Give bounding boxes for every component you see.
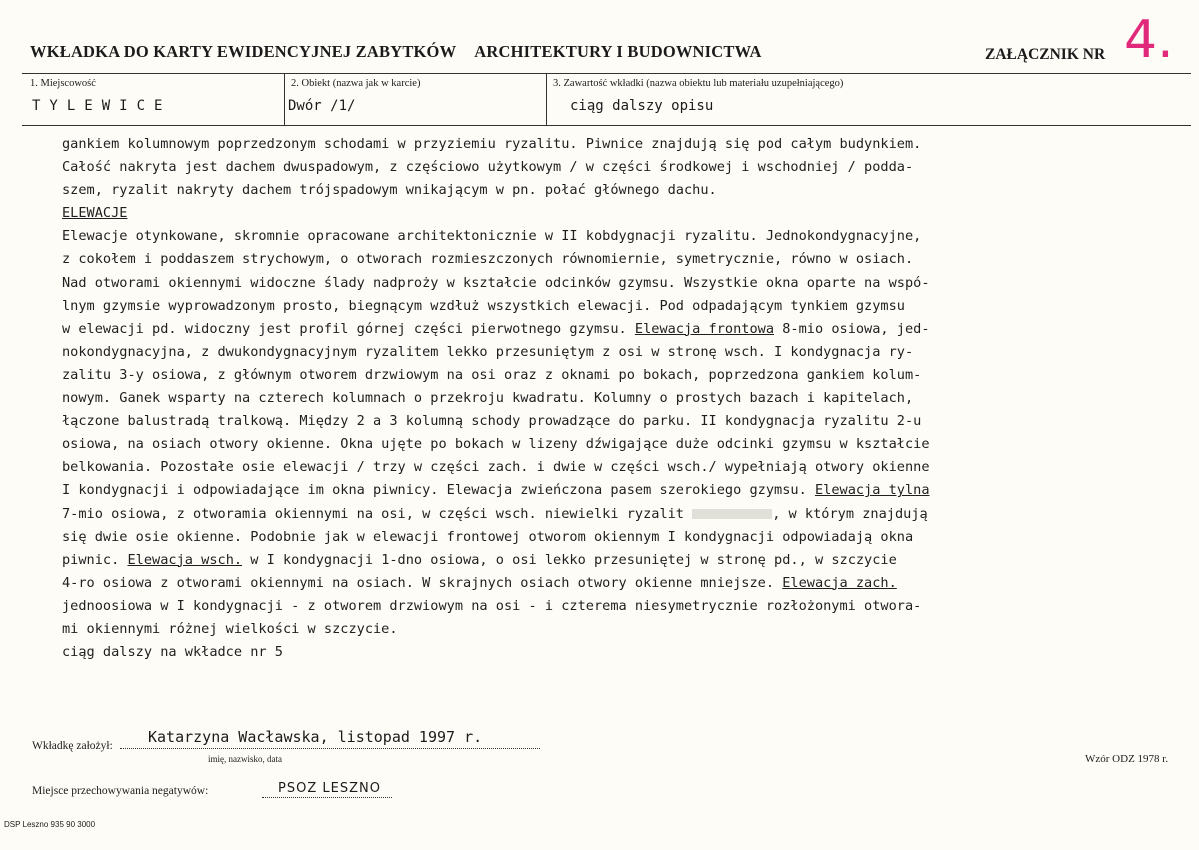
body-line: szem, ryzalit nakryty dachem trójspadowym wnikającym w pn. połać głównego dachu. bbox=[62, 182, 717, 199]
body-line: z cokołem i poddaszem strychowym, o otworach rozmieszczonych równomiernie, symetrycznie, równo w osiach. bbox=[62, 251, 914, 268]
author-sublabel: imię, nazwisko, data bbox=[208, 754, 282, 764]
body-line: piwnic. Elewacja wsch. w I kondygnacji 1-dno osiowa, o osi lekko przesuniętej w stronę pd., w szczycie bbox=[62, 551, 897, 568]
body-line: Całość nakryta jest dachem dwuspadowym, z częściowo użytkowym / w części środkowej i wschodniej / podda- bbox=[62, 159, 914, 176]
body-line: w elewacji pd. widoczny jest profil górnej części pierwotnego gzymsu. Elewacja frontowa 8-mio osiowa, jed- bbox=[62, 320, 930, 337]
heading-west-elevation: Elewacja zach. bbox=[782, 574, 897, 591]
body-line: zalitu 3-y osiowa, z głównym otworem drzwiowym na osi oraz z oknami po bokach, poprzedzona gankiem kolum- bbox=[62, 366, 922, 383]
form-title-right: ARCHITEKTURY I BUDOWNICTWA bbox=[474, 42, 762, 61]
body-line: Nad otworami okiennymi widoczne ślady nadproży w kształcie odcinków gzymsu. Wszystkie okna oparte na wspó- bbox=[62, 274, 930, 291]
erased-text-patch bbox=[692, 509, 772, 519]
object-label: 2. Obiekt (nazwa jak w karcie) bbox=[291, 78, 421, 89]
form-code: Wzór ODZ 1978 r. bbox=[1085, 753, 1169, 765]
body-line: 4-ro osiowa z otworami okiennymi na osiach. W skrajnych osiach otwory okienne mniejsze. Elewacja zach. bbox=[62, 574, 897, 591]
negatives-label: Miejsce przechowywania negatywów: bbox=[32, 785, 209, 797]
author-dotted-line bbox=[120, 748, 540, 749]
negatives-value: PSOZ LESZNO bbox=[278, 781, 381, 796]
content-value: ciąg dalszy opisu bbox=[570, 98, 714, 114]
attachment-number: 4. bbox=[1124, 10, 1174, 70]
heading-rear-elevation: Elewacja tylna bbox=[814, 482, 930, 499]
heading-east-elevation: Elewacja wsch. bbox=[127, 551, 243, 568]
form-title bbox=[30, 42, 762, 62]
field-divider-2 bbox=[546, 74, 547, 125]
content-label: 3. Zawartość wkładki (nazwa obiektu lub materiału uzupełniającego) bbox=[553, 78, 844, 89]
body-line: nowym. Ganek wsparty na czterech kolumnach o przekroju kwadratu. Kolumny o prostych bazach i kapitelach, bbox=[62, 390, 914, 407]
continuation-note: ciąg dalszy na wkładce nr 5 bbox=[62, 644, 283, 661]
body-line: lnym gzymsie wyprowadzonym prosto, biegnącym wzdłuż wszystkich elewacji. Pod odpadającym tynkiem gzymsu bbox=[62, 297, 905, 314]
body-line: jednoosiowa w I kondygnacji - z otworem drzwiowym na osi - i czterema niesymetrycznie rozłożonymi otwora- bbox=[62, 597, 922, 614]
body-line: mi okiennymi różnej wielkości w szczycie. bbox=[62, 620, 398, 637]
body-line: łączone balustradą tralkową. Między 2 a 3 kolumną schody prowadzące do parku. II kondygnacja ryzalitu 2-u bbox=[62, 413, 922, 430]
body-line: 7-mio osiowa, z otworamia okiennymi na osi, w części wsch. niewielki ryzalit , w którym znajdują bbox=[62, 505, 928, 522]
location-value: TYLEWICE bbox=[32, 98, 172, 114]
description-body bbox=[62, 133, 1182, 664]
body-line: się dwie osie okienne. Podobnie jak w elewacji frontowej otworom okiennym I kondygnacji odpowiadają okna bbox=[62, 528, 914, 545]
form-title-left: WKŁADKA DO KARTY EWIDENCYJNEJ ZABYTKÓW bbox=[30, 42, 457, 61]
object-value: Dwór /1/ bbox=[288, 98, 356, 114]
field-divider-1 bbox=[284, 74, 285, 125]
body-line: I kondygnacji i odpowiadające im okna piwnicy. Elewacja zwieńczona pasem szerokiego gzymsu. Elewacja tylna bbox=[62, 482, 930, 499]
header-divider-bottom bbox=[22, 125, 1191, 126]
location-label: 1. Miejscowość bbox=[30, 78, 96, 89]
negatives-dotted-line bbox=[262, 797, 392, 798]
print-code: DSP Leszno 935 90 3000 bbox=[4, 820, 96, 829]
header-divider-top bbox=[22, 73, 1191, 74]
body-line: belkowania. Pozostałe osie elewacji / trzy w części zach. i dwie w części wsch./ wypełniają otwory okienne bbox=[62, 459, 930, 476]
attachment-label: ZAŁĄCZNIK NR bbox=[985, 46, 1106, 63]
author-value: Katarzyna Wacławska, listopad 1997 r. bbox=[148, 728, 483, 746]
body-line: osiowa, na osiach otwory okienne. Okna ujęte po bokach w lizeny dźwigające duże odcinki gzymsu w kształcie bbox=[62, 436, 930, 453]
author-label: Wkładkę założył: bbox=[32, 740, 113, 752]
section-heading-elewacje: ELEWACJE bbox=[62, 205, 128, 222]
body-line: Elewacje otynkowane, skromnie opracowane architektonicznie w II kobdygnacji ryzalitu. Jednokondygnacyjne, bbox=[62, 228, 922, 245]
body-line: gankiem kolumnowym poprzedzonym schodami w przyziemiu ryzalitu. Piwnice znajdują się pod całym budynkiem. bbox=[62, 136, 922, 152]
body-line: nokondygnacyjna, z dwukondygnacyjnym ryzalitem lekko przesuniętym z osi w stronę wsch. I kondygnacja ry- bbox=[62, 343, 914, 360]
heading-front-elevation: Elewacja frontowa bbox=[634, 320, 775, 337]
